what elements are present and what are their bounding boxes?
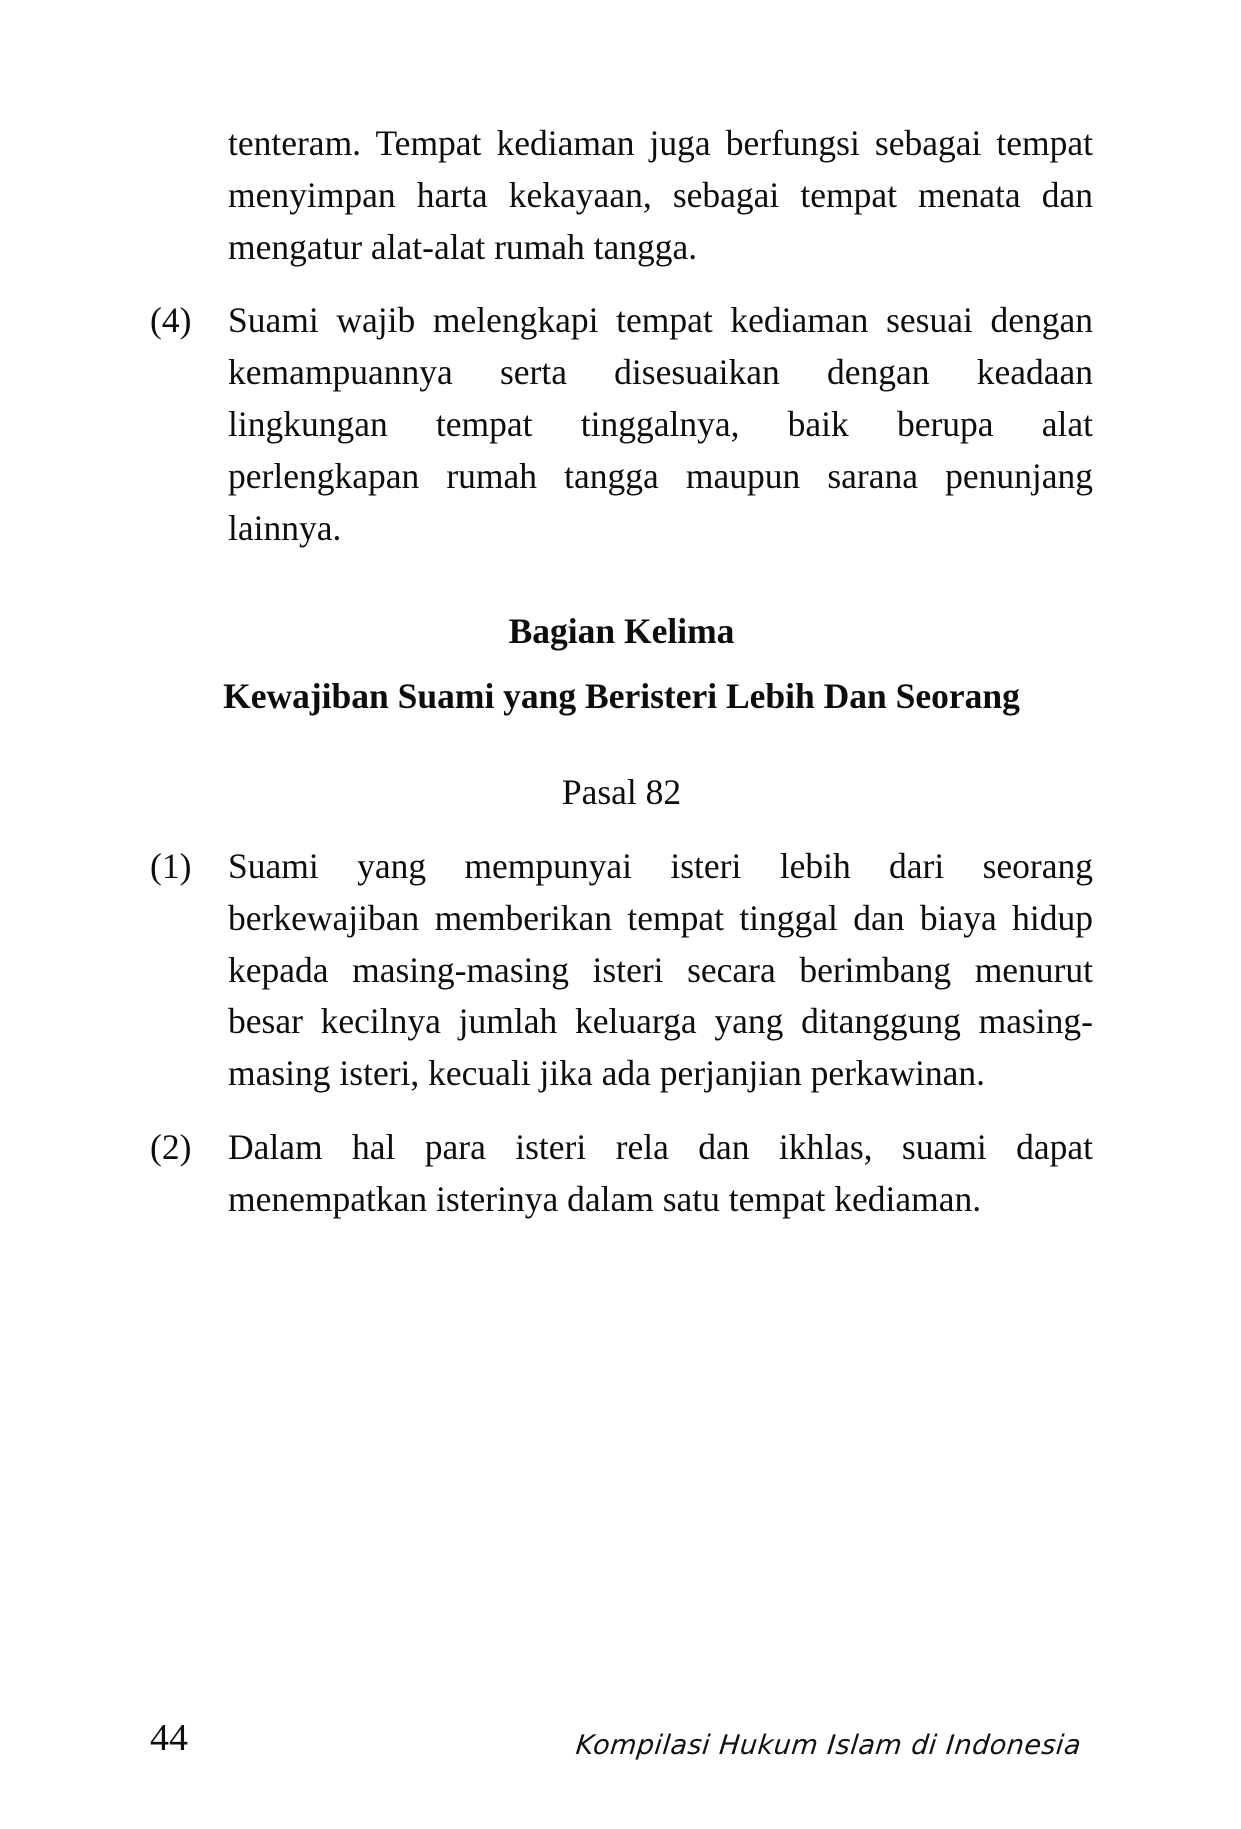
- footer-book-title: Kompilasi Hukum Islam di Indonesia: [574, 1730, 1083, 1761]
- clause-number: (4): [150, 300, 192, 341]
- clause-1: [150, 841, 1093, 1100]
- clause-number: (1): [150, 845, 192, 886]
- article-title: Pasal 82: [561, 772, 682, 813]
- clause-text: Dalam hal para isteri rela dan ikhlas, suami dapat menempatkan isterinya dalam satu tempat kediaman.: [228, 1127, 1093, 1219]
- clause-2: [150, 1122, 1093, 1226]
- clause-text: Suami wajib melengkapi tempat kediaman sesuai dengan kemampuannya serta disesuaikan dengan keadaan lingkungan tempat tinggalnya, baik berupa alat perlengkapan rumah tangga maupun sarana penunjang lainnya.: [228, 300, 1093, 548]
- clause-text: Suami yang mempunyai isteri lebih dari seorang berkewajiban memberikan tempat tinggal dan biaya hidup kepada masing-masing isteri secara berimbang menurut besar kecilnya jumlah keluarga yang ditanggung masing-masing isteri, kecuali jika ada perjanjian perkawinan.: [228, 845, 1093, 1094]
- page-footer: [150, 1697, 1093, 1761]
- section-subheading: Kewajiban Suami yang Beristeri Lebih Dan Seorang: [223, 675, 1020, 716]
- section-heading: Bagian Kelima: [508, 610, 735, 651]
- page-number: 44: [150, 1717, 188, 1759]
- paragraph-continuation: tenteram. Tempat kediaman juga berfungsi sebagai tempat menyimpan harta kekayaan, sebagai tempat menata dan mengatur alat-alat rumah tangga.: [228, 123, 1093, 267]
- page-body: [150, 118, 1093, 1226]
- clause-4: [150, 295, 1093, 554]
- clause-number: (2): [150, 1127, 192, 1168]
